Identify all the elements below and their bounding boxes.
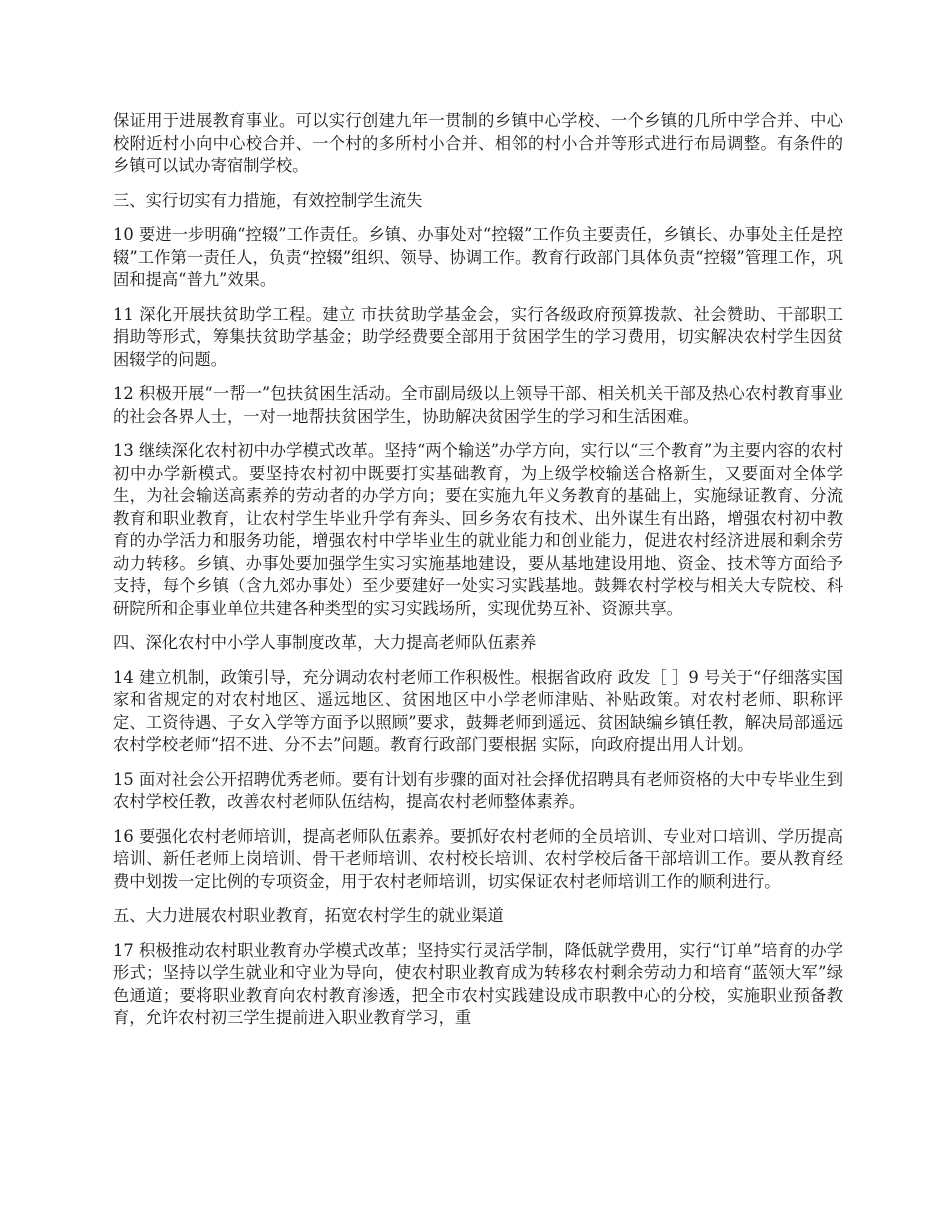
paragraph-layout: 保证用于进展教育事业。可以实行创建九年一贯制的乡镇中心学校、一个乡镇的几所中学合并、中心校附近村小向中心校合并、一个村的多所村小合并、相邻的村小合并等形式进行布局调整。有条件的乡镇可以试办寄宿制学校。: [113, 111, 843, 175]
section-heading-3: 三、实行切实有力措施，有效控制学生流失: [113, 190, 423, 210]
paragraph-15: 15 面对社会公开招聘优秀老师。要有计划有步骤的面对社会择优招聘具有老师资格的大中专毕业生到农村学校任教，改善农村老师队伍结构，提高农村老师整体素养。: [113, 769, 843, 811]
paragraph-16: 16 要强化农村老师培训，提高老师队伍素养。要抓好农村老师的全员培训、专业对口培训、学历提高培训、新任老师上岗培训、骨干老师培训、农村校长培训、农村学校后备干部培训工作。要从教育经费中划拨一定比例的专项资金，用于农村老师培训，切实保证农村老师培训工作的顺利进行。: [113, 826, 843, 891]
paragraph-14: 14 建立机制，政策引导，充分调动农村老师工作积极性。根据省政府 政发［ ］9 号关于“仔细落实国家和省规定的对农村地区、遥远地区、贫困地区中小学老师津贴、补贴政策。对农村老师、职称评定、工资待遇、子女入学等方面予以照顾”要求，鼓舞老师到遥远、贫困缺编乡镇任教，解决局部遥远农村学校老师“招不进、分不去”问题。教育行政部门要根据 实际，向政府提出用人计划。: [113, 667, 843, 754]
paragraph-17: 17 积极推动农村职业教育办学模式改革；坚持实行灵活学制，降低就学费用，实行“订单”培育的办学形式；坚持以学生就业和守业为导向，使农村职业教育成为转移农村剩余劳动力和培育“蓝领大军”绿色通道；要将职业教育向农村教育渗透，把全市农村实践建设成市职教中心的分校，实施职业预备教育，允许农村初三学生提前进入职业教育学习，重: [113, 940, 843, 1027]
paragraph-10: 10 要进一步明确“控辍”工作责任。乡镇、办事处对“控辍”工作负主要责任，乡镇长、办事处主任是控辍”工作第一责任人，负责“控辍”组织、领导、协调工作。教育行政部门具体负责“控辍”管理工作，巩固和提高“普九”效果。: [113, 225, 843, 289]
paragraph-13: 13 继续深化农村初中办学模式改革。坚持“两个输送”办学方向，实行以“三个教育”为主要内容的农村初中办学新模式。要坚持农村初中既要打实基础教育，为上级学校输送合格新生，又要面对全体学生，为社会输送高素养的劳动者的办学方向；要在实施九年义务教育的基础上，实施绿证教育、分流教育和职业教育，让农村学生毕业升学有奔头、回乡务农有技术、出外谋生有出路，增强农村初中教育的办学活力和服务功能，增强农村中学毕业生的就业能力和创业能力，促进农村经济进展和剩余劳动力转移。乡镇、办事处要加强学生实习实施基地建设，要从基地建设用地、资金、技术等方面给予支持，每个乡镇（含九郊办事处）至少要建好一处实习实践基地。鼓舞农村学校与相关大专院校、科研院所和企事业单位共建各种类型的实习实践场所，实现优势互补、资源共享。: [113, 441, 843, 618]
paragraph-11: 11 深化开展扶贫助学工程。建立 市扶贫助学基金会，实行各级政府预算拨款、社会赞助、干部职工捐助等形式，筹集扶贫助学基金；助学经费要全部用于贫困学生的学习费用，切实解决农村学生因贫困辍学的问题。: [113, 304, 843, 369]
document-page: [113, 110, 843, 1042]
section-heading-5: 五、大力进展农村职业教育，拓宽农村学生的就业渠道: [113, 906, 504, 925]
section-heading-4: 四、深化农村中小学人事制度改革，大力提高老师队伍素养: [113, 633, 537, 652]
paragraph-12: 12 积极开展“一帮一”包扶贫困生活动。全市副局级以上领导干部、相关机关干部及热心农村教育事业的社会各界人士，一对一地帮扶贫困学生，协助解决贫困学生的学习和生活困难。: [113, 384, 843, 426]
